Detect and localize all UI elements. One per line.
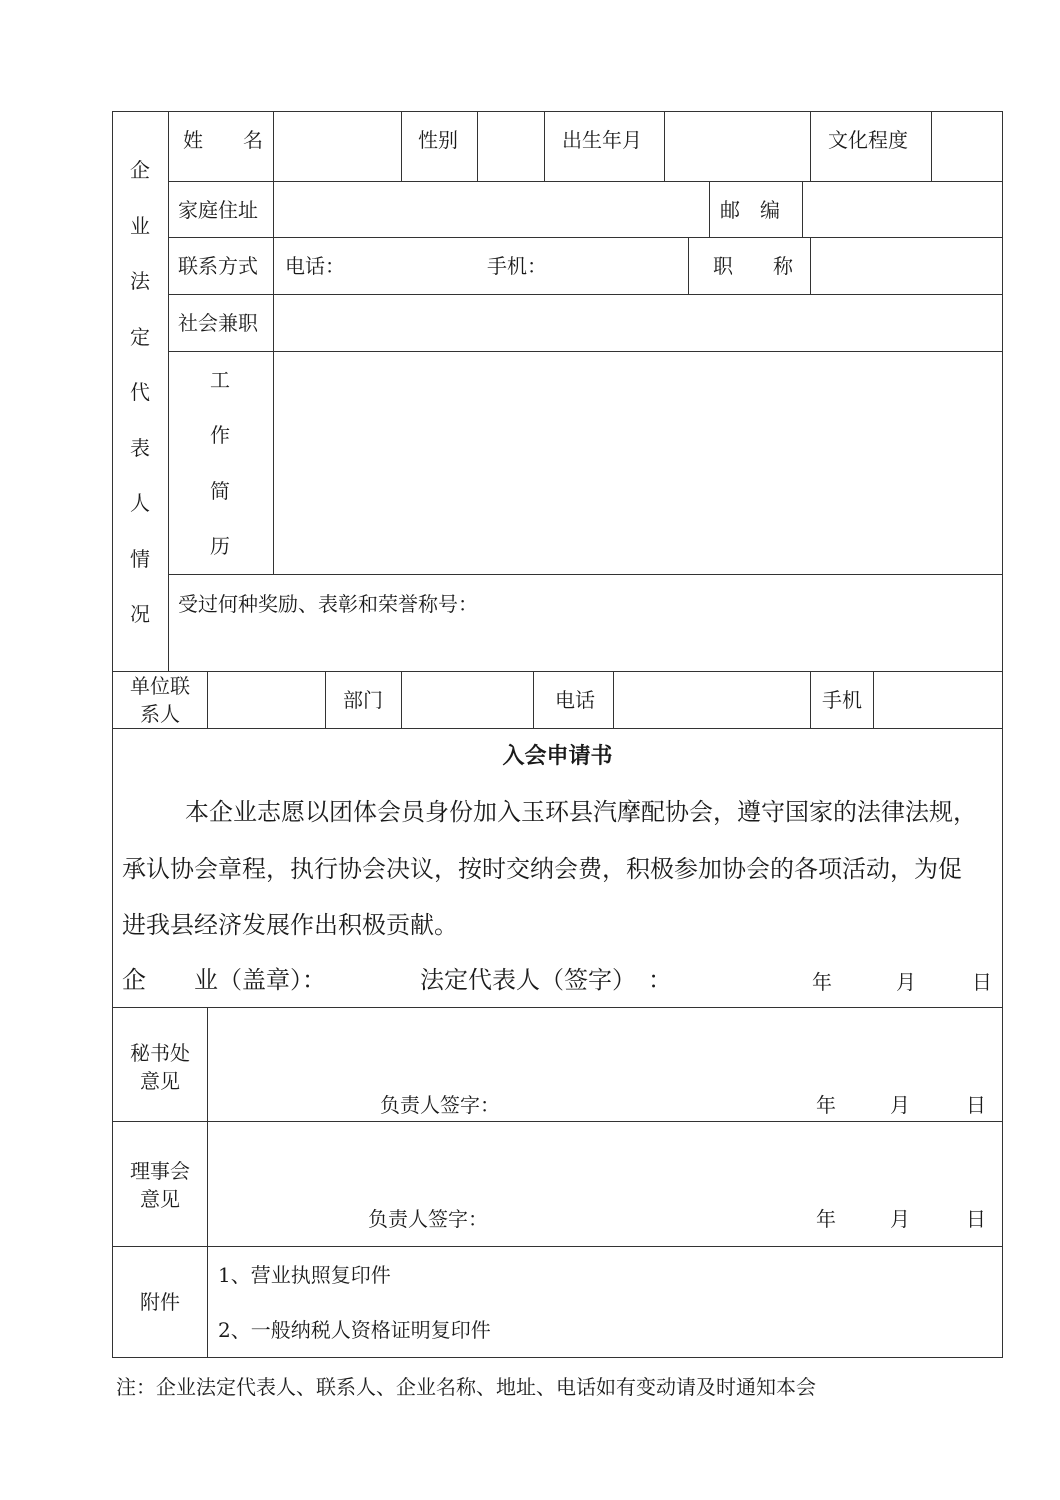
gender-label: 性别 — [418, 128, 458, 152]
application-day: 日 — [972, 970, 992, 994]
application-line-3: 进我县经济发展作出积极贡献。 — [122, 911, 458, 939]
application-month: 月 — [896, 970, 916, 994]
contact-label: 联系方式 — [178, 254, 258, 278]
postcode-field[interactable] — [803, 182, 1002, 237]
divider — [544, 111, 545, 182]
secretariat-year: 年 — [816, 1093, 836, 1117]
application-line-1: 本企业志愿以团体会员身份加入玉环县汽摩配协会，遵守国家的法律法规， — [185, 798, 977, 826]
secretariat-label — [113, 1039, 207, 1095]
resume-char: 作 — [210, 423, 230, 447]
secretariat-label-line2: 意见 — [140, 1069, 180, 1093]
social-field[interactable] — [274, 295, 1002, 351]
contact-person-label-line1: 单位联 — [130, 674, 190, 698]
mobile-label: 手机： — [487, 254, 547, 278]
gender-field[interactable] — [478, 112, 544, 181]
side-char: 定 — [130, 325, 150, 349]
awards-label: 受过何种奖励、表彰和荣誉称号： — [178, 592, 478, 616]
council-month: 月 — [890, 1207, 910, 1231]
council-sign-label: 负责人签字： — [368, 1207, 488, 1231]
side-char: 法 — [130, 269, 150, 293]
name-field[interactable] — [274, 112, 401, 181]
contact-person-label — [113, 672, 207, 728]
divider — [709, 181, 710, 238]
social-label: 社会兼职 — [178, 311, 258, 335]
dept-field[interactable] — [402, 672, 533, 728]
secretariat-day: 日 — [966, 1093, 986, 1117]
birth-field[interactable] — [665, 112, 810, 181]
side-char: 情 — [130, 547, 150, 571]
rep-sign-label: 法定代表人（签字） ： — [420, 966, 672, 994]
job-title-label: 职 称 — [713, 254, 793, 278]
side-char: 代 — [130, 380, 150, 404]
divider — [112, 728, 1002, 729]
contact-mobile-field[interactable] — [874, 672, 1002, 728]
council-label-line1: 理事会 — [130, 1159, 190, 1183]
application-year: 年 — [812, 970, 832, 994]
contact-person-field[interactable] — [208, 672, 325, 728]
border-bottom — [112, 1357, 1002, 1358]
divider — [112, 1246, 1002, 1247]
application-line-2: 承认协会章程，执行协会决议，按时交纳会费，积极参加协会的各项活动，为促 — [122, 855, 962, 883]
council-label-line2: 意见 — [140, 1187, 180, 1211]
education-field[interactable] — [932, 112, 1002, 181]
birth-label: 出生年月 — [562, 128, 642, 152]
secretariat-label-line1: 秘书处 — [130, 1041, 190, 1065]
application-title: 入会申请书 — [502, 744, 613, 769]
border-top — [112, 111, 1002, 112]
council-day: 日 — [966, 1207, 986, 1231]
secretariat-sign-label: 负责人签字： — [380, 1093, 500, 1117]
secretariat-opinion-field[interactable] — [208, 1008, 1002, 1121]
divider — [533, 671, 534, 729]
resume-char: 历 — [210, 534, 230, 558]
job-title-field[interactable] — [811, 238, 1002, 294]
side-char: 业 — [130, 214, 150, 238]
contact-phone-label: 电话 — [555, 688, 595, 712]
footnote: 注：企业法定代表人、联系人、企业名称、地址、电话如有变动请及时通知本会 — [116, 1375, 816, 1399]
divider — [688, 237, 689, 295]
resume-field[interactable] — [274, 352, 1002, 574]
attachment-item: 1、营业执照复印件 — [218, 1263, 391, 1287]
side-char: 况 — [130, 602, 150, 626]
resume-char: 简 — [210, 479, 230, 503]
address-label: 家庭住址 — [178, 198, 258, 222]
contact-person-label-line2: 系人 — [140, 702, 180, 726]
name-label: 姓 名 — [183, 128, 263, 152]
education-label: 文化程度 — [828, 128, 908, 152]
council-year: 年 — [816, 1207, 836, 1231]
council-opinion-field[interactable] — [208, 1122, 1002, 1246]
council-label — [113, 1157, 207, 1213]
divider — [401, 111, 402, 182]
secretariat-month: 月 — [890, 1093, 910, 1117]
divider — [168, 111, 169, 672]
divider — [810, 671, 811, 729]
contact-phone-field[interactable] — [614, 672, 810, 728]
company-seal-label: 企 业（盖章）： — [122, 966, 326, 994]
attachment-item: 2、一般纳税人资格证明复印件 — [218, 1318, 491, 1342]
attachments-label: 附件 — [140, 1290, 180, 1314]
phone-label: 电话： — [285, 254, 345, 278]
divider — [168, 574, 1002, 575]
side-char: 表 — [130, 436, 150, 460]
side-char: 企 — [130, 158, 150, 182]
dept-label: 部门 — [343, 688, 383, 712]
divider — [325, 671, 326, 729]
divider — [810, 111, 811, 182]
contact-mobile-label: 手机 — [822, 688, 862, 712]
resume-char: 工 — [210, 368, 230, 392]
postcode-label: 邮 编 — [720, 198, 780, 222]
border-right — [1002, 111, 1003, 1358]
side-char: 人 — [130, 491, 150, 515]
address-field[interactable] — [274, 182, 709, 237]
